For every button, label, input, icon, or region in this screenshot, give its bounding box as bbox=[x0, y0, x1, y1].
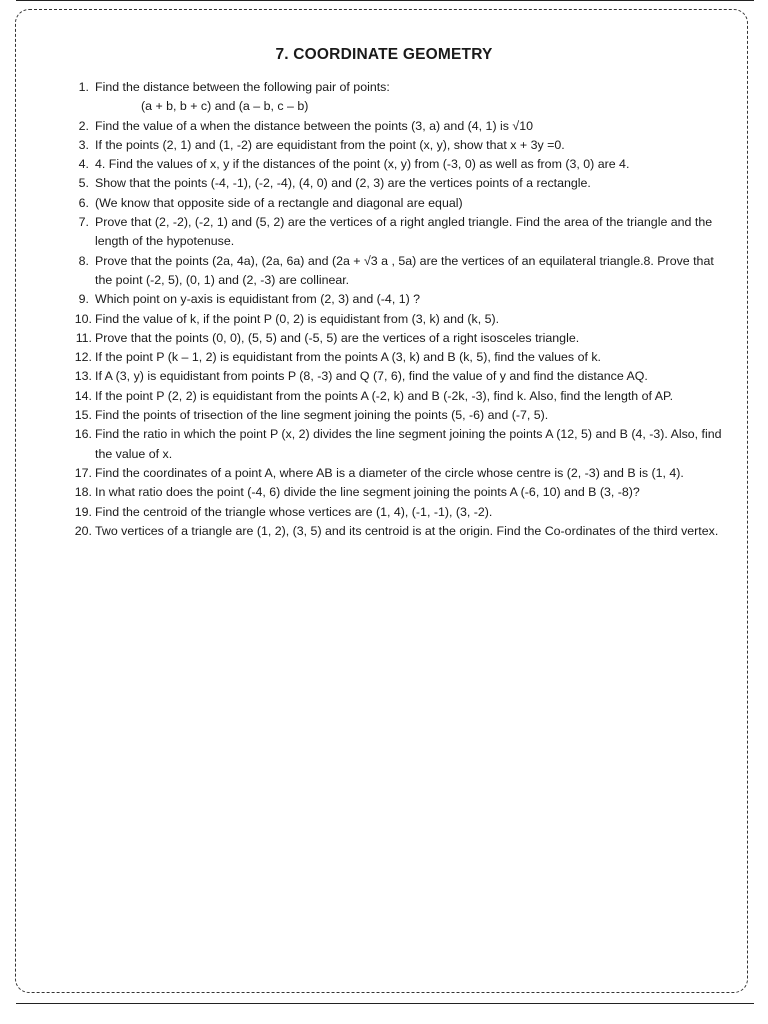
top-border-line bbox=[16, 0, 754, 1]
question-text: Find the ratio in which the point P (x, 2) divides the line segment joining the points A (12, 5) and B (4, -3). Also, find the value of x. bbox=[95, 427, 722, 461]
page-title: 7. COORDINATE GEOMETRY bbox=[275, 46, 493, 63]
question-number: 10. bbox=[74, 311, 92, 326]
question-item bbox=[0, 406, 768, 425]
question-number: 20. bbox=[74, 523, 92, 538]
question-text: Prove that the points (2a, 4a), (2a, 6a) and (2a + √3 a , 5a) are the vertices of an equilateral triangle.8. Prove that the point (-2, 5), (0, 1) and (2, -3) are collinear. bbox=[95, 253, 714, 287]
question-item bbox=[0, 348, 768, 367]
question-text: If the point P (k – 1, 2) is equidistant from the points A (3, k) and B (k, 5), find the values of k. bbox=[95, 350, 601, 365]
question-number: 14. bbox=[74, 388, 92, 403]
question-item bbox=[0, 155, 768, 174]
question-text: If A (3, y) is equidistant from points P (8, -3) and Q (7, 6), find the value of y and find the distance AQ. bbox=[95, 369, 648, 384]
bottom-border-line bbox=[16, 1003, 754, 1004]
question-number: 16. bbox=[74, 427, 92, 442]
question-text: Prove that the points (0, 0), (5, 5) and (-5, 5) are the vertices of a right isosceles triangle. bbox=[95, 330, 580, 345]
question-item bbox=[0, 117, 768, 136]
question-text: If the points (2, 1) and (1, -2) are equidistant from the point (x, y), show that x + 3y =0. bbox=[95, 137, 565, 152]
question-item bbox=[0, 252, 768, 291]
question-text: (We know that opposite side of a rectangle and diagonal are equal) bbox=[95, 195, 463, 210]
question-number: 17. bbox=[74, 465, 92, 480]
question-text: Find the value of a when the distance between the points (3, a) and (4, 1) is √10 bbox=[95, 118, 533, 133]
question-text: Prove that (2, -2), (-2, 1) and (5, 2) are the vertices of a right angled triangle. Find the area of the triangle and the length of the hypotenuse. bbox=[95, 215, 713, 249]
question-subtext: (a + b, b + c) and (a – b, c – b) bbox=[141, 99, 309, 114]
question-text: If the point P (2, 2) is equidistant from the points A (-2, k) and B (-2k, -3), find k. Also, find the length of AP. bbox=[95, 388, 674, 403]
question-item bbox=[0, 194, 768, 213]
question-text: In what ratio does the point (-4, 6) divide the line segment joining the points A (-6, 10) and B (3, -8)? bbox=[95, 485, 640, 500]
question-number: 1. bbox=[78, 80, 89, 94]
question-item bbox=[0, 136, 768, 155]
question-number: 19. bbox=[74, 504, 92, 519]
question-number: 18. bbox=[74, 485, 92, 500]
question-item bbox=[0, 174, 768, 193]
question-text: Two vertices of a triangle are (1, 2), (3, 5) and its centroid is at the origin. Find the Co-ordinates of the third vertex. bbox=[95, 523, 719, 538]
question-item bbox=[0, 522, 768, 541]
question-item bbox=[0, 367, 768, 386]
question-number: 8. bbox=[78, 253, 89, 268]
question-item bbox=[0, 464, 768, 483]
question-text: Which point on y-axis is equidistant from (2, 3) and (-4, 1) ? bbox=[95, 292, 421, 307]
question-number: 2. bbox=[78, 118, 89, 133]
question-number: 13. bbox=[74, 369, 92, 384]
question-number: 12. bbox=[74, 350, 92, 365]
question-item bbox=[0, 425, 768, 464]
question-number: 11. bbox=[75, 330, 92, 345]
question-number: 9. bbox=[78, 292, 89, 307]
question-text: 4. Find the values of x, y if the distances of the point (x, y) from (-3, 0) as well as from (3, 0) are 4. bbox=[95, 157, 630, 172]
question-number: 7. bbox=[78, 215, 89, 230]
question-text: Find the coordinates of a point A, where AB is a diameter of the circle whose centre is (2, -3) and B is (1, 4). bbox=[95, 465, 684, 480]
question-item bbox=[0, 290, 768, 309]
question-number: 3. bbox=[78, 137, 89, 152]
question-text: Find the value of k, if the point P (0, 2) is equidistant from (3, k) and (k, 5). bbox=[95, 311, 500, 326]
question-text: Find the centroid of the triangle whose vertices are (1, 4), (-1, -1), (3, -2). bbox=[95, 504, 493, 519]
question-number: 6. bbox=[78, 195, 89, 210]
question-item bbox=[0, 329, 768, 348]
question-number: 15. bbox=[74, 408, 92, 423]
question-item bbox=[0, 213, 768, 252]
question-item bbox=[0, 483, 768, 502]
question-item bbox=[0, 503, 768, 522]
question-item bbox=[0, 78, 768, 117]
question-number: 5. bbox=[78, 176, 89, 191]
question-number: 4. bbox=[78, 157, 89, 172]
question-list bbox=[0, 78, 768, 541]
question-item bbox=[0, 387, 768, 406]
question-text: Find the distance between the following pair of points: bbox=[95, 80, 390, 94]
question-text: Find the points of trisection of the line segment joining the points (5, -6) and (-7, 5). bbox=[95, 408, 549, 423]
question-item bbox=[0, 310, 768, 329]
question-text: Show that the points (-4, -1), (-2, -4), (4, 0) and (2, 3) are the vertices points of a rectangle. bbox=[95, 176, 591, 191]
